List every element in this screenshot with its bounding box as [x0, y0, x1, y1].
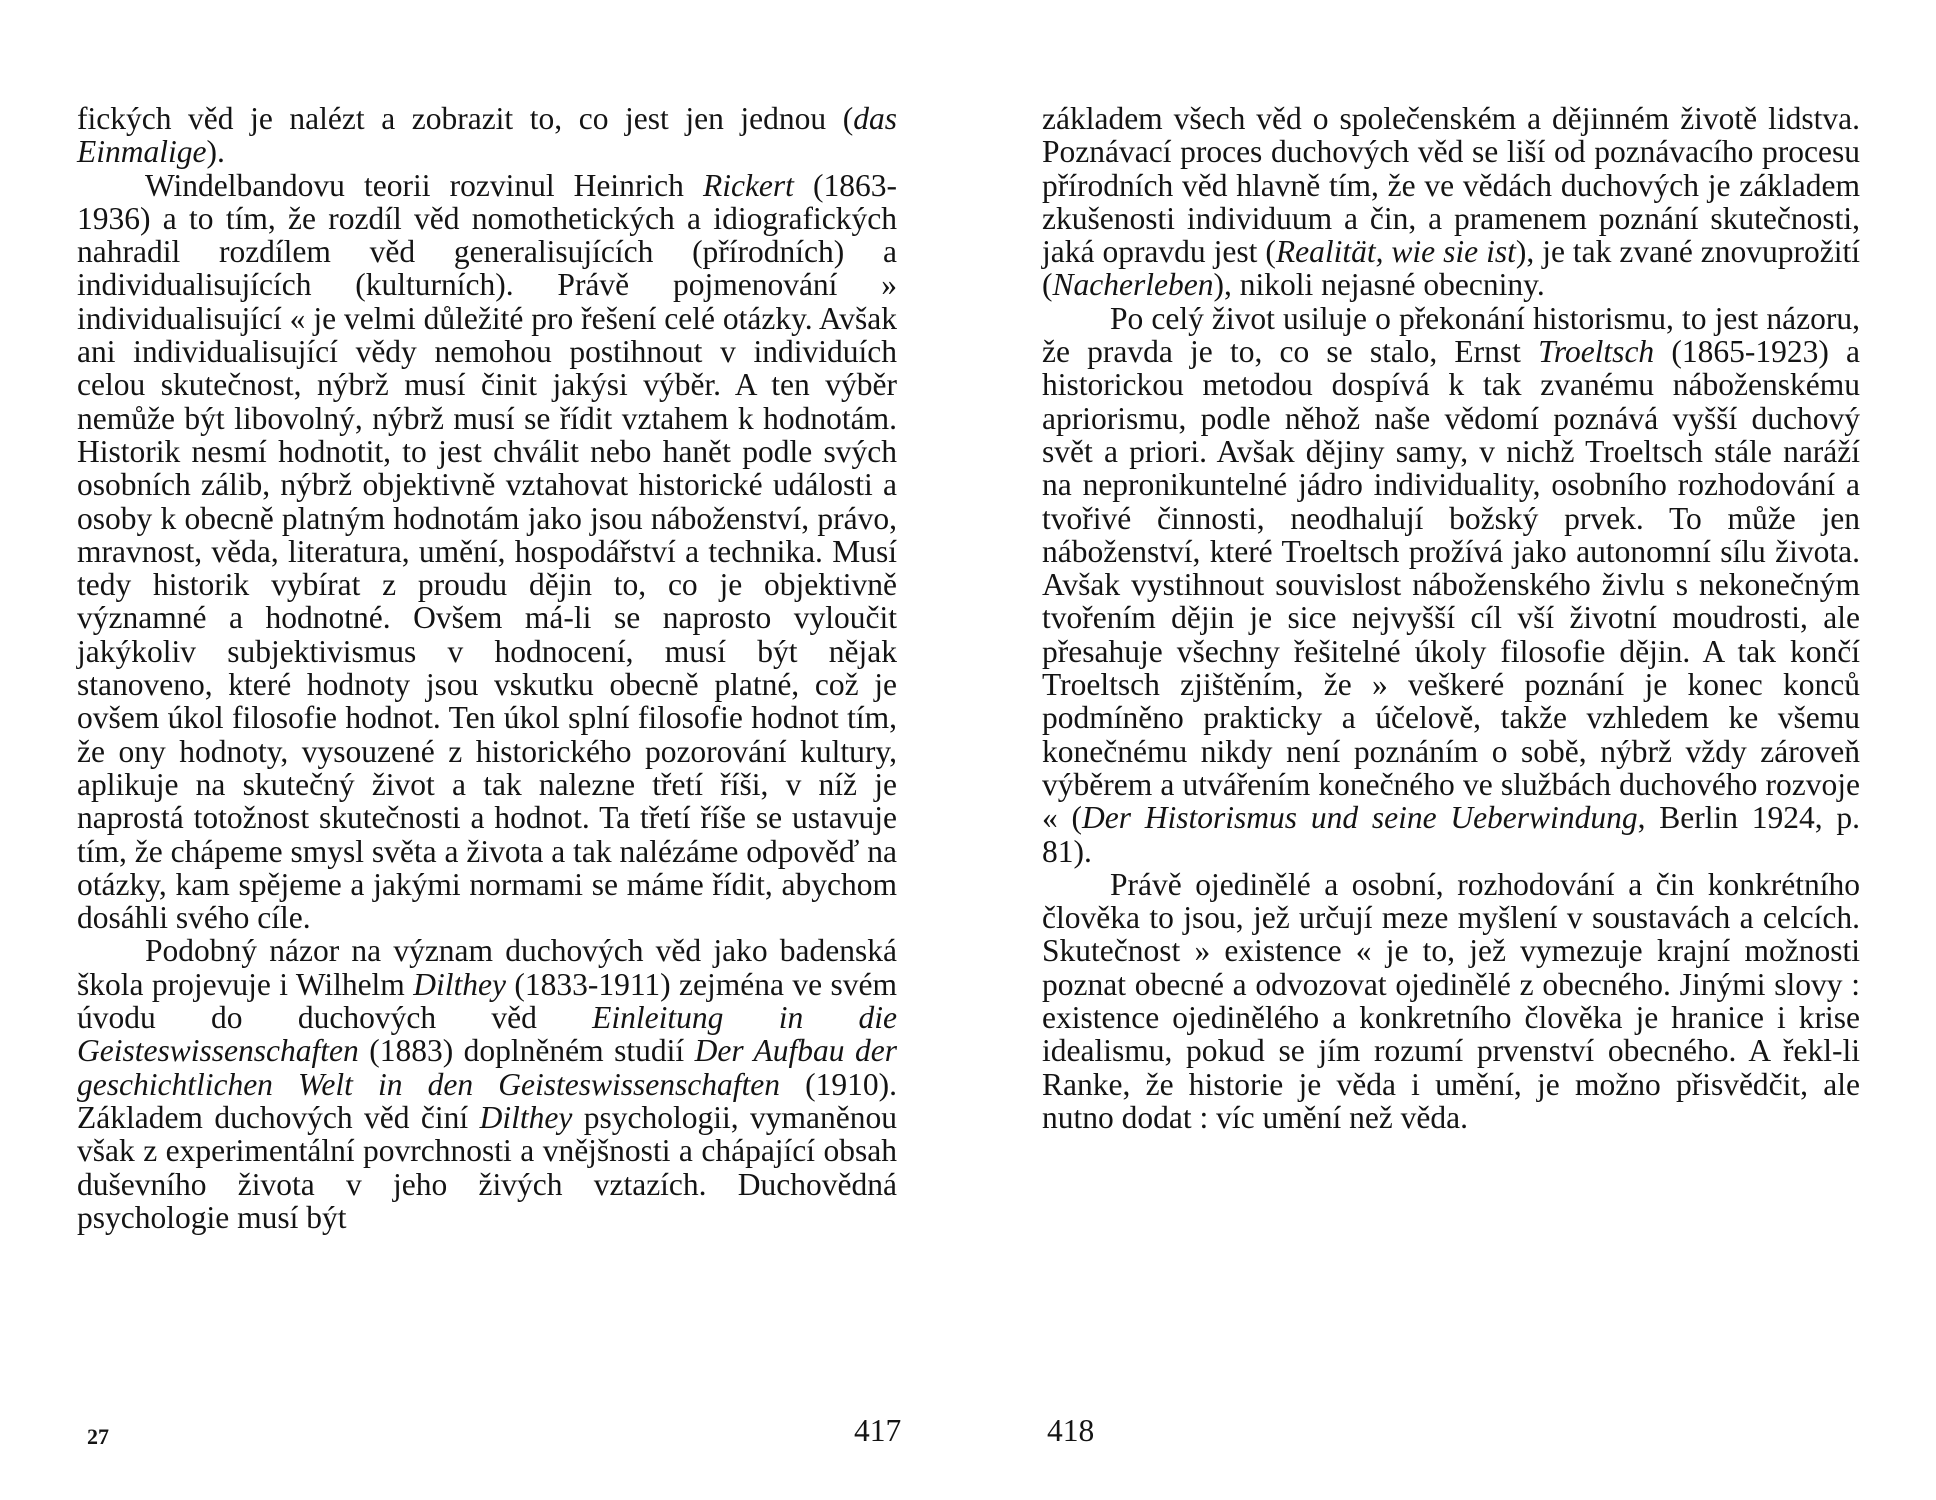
left-paragraph-2: Windelbandovu teorii rozvinul Heinrich Rickert (1863-1936) a to tím, že rozdíl věd nomothetických a idiografických nahradil rozdílem věd generalisujících (přírodních) a individualisujících (kulturních). Právě pojmenování » individualisující « je velmi důležité pro řešení celé otázky. Avšak ani individualisující vědy nemohou postihnout v individuích celou skutečnost, nýbrž musí činit jakýsi výběr. A ten výběr nemůže být libovolný, nýbrž musí se řídit vztahem k hodnotám. Historik nesmí hodnotit, to jest chválit nebo hanět podle svých osobních zálib, nýbrž objektivně vztahovat historické události a osoby k obecně platným hodnotám jako jsou náboženství, právo, mravnost, věda, literatura, umění, hospodářství a technika. Musí tedy historik vybírat z proudu dějin to, co je objektivně významné a hodnotné. Ovšem má-li se naprosto vyloučit jakýkoliv subjektivismus v hodnocení, musí být nějak stanoveno, které hodnoty jsou vskutku obecně platné, což je ovšem úkol filosofie hodnot. Ten úkol splní filosofie hodnot tím, že ony hodnoty, vysouzené z historického pozorování kultury, aplikuje na skutečný život a tak nalezne třetí říši, v níž je naprostá totožnost skutečnosti a hodnot. Ta třetí říše se ustavuje tím, že chápeme smysl světa a života a tak nalézáme odpověď na otázky, kam spějeme a jakými normami se máme řídit, abychom dosáhli svého cíle. — [77, 167, 897, 936]
signature-mark: 27 — [87, 1424, 109, 1449]
right-page-text — [1042, 102, 1860, 1134]
left-page-number: 417 — [854, 1413, 902, 1448]
right-page-number: 418 — [1047, 1413, 1095, 1448]
right-paragraph-3: Právě ojedinělé a osobní, rozhodování a čin konkrétního člověka to jsou, jež určují meze myšlení v soustavách a celcích. Skutečnost » existence « je to, jež vymezuje krajní možnosti poznat obecné a odvozovat ojedinělé z obecného. Jinými slovy : existence ojedinělého a konkretního člověka je hranice i krise idealismu, pokud se jím rozumí prvenství obecného. A řekl-li Ranke, že historie je věda i umění, je možno přisvědčit, ale nutno dodat : víc umění než věda. — [1042, 866, 1860, 1135]
left-paragraph-3: Podobný názor na význam duchových věd jako badenská škola projevuje i Wilhelm Dilthey (1833-1911) zejména ve svém úvodu do duchových věd Einleitung in die Geisteswissenschaften (1883) doplněném studií Der Aufbau der geschichtlichen Welt in den Geisteswissenschaften (1910). Základem duchových věd činí Dilthey psychologii, vymaněnou však z experimentální povrchnosti a vnějšnosti a chápající obsah duševního života v jeho živých vztazích. Duchovědná psychologie musí být — [77, 933, 898, 1235]
right-paragraph-1: základem všech věd o společenském a dějinném životě lidstva. Poznávací proces duchových věd se liší od poznávacího procesu přírodních věd hlavně tím, že ve vědách duchových je základem zkušenosti individuum a čin, a pramenem poznání skutečnosti, jaká opravdu jest (Realität, wie sie ist), je tak zvané znovuprožití (Nacherleben), nikoli nejasné obecniny. — [1042, 101, 1861, 303]
left-paragraph-1: fických věd je nalézt a zobrazit to, co jest jen jednou (das Einmalige). — [77, 101, 897, 170]
right-paragraph-2: Po celý život usiluje o překonání historismu, to jest názoru, že pravda je to, co se stalo, Ernst Troeltsch (1865-1923) a historickou metodou dospívá k tak zvanému náboženskému apriorismu, podle něhož naše vědomí poznává vyšší duchový svět a priori. Avšak dějiny samy, v nichž Troeltsch stále naráží na nepronikuntelné jádro individuality, osobního rozhodování a tvořivé činnosti, neodhalují božský prvek. To může jen náboženství, které Troeltsch prožívá jako autonomní sílu života. Avšak vystihnout souvislost náboženského živlu s nekonečným tvořením dějin je sice nejvyšší cíl vší životní moudrosti, ale přesahuje všechny řešitelné úkoly filosofie dějin. A tak končí Troeltsch zjištěním, že » veškeré poznání je konec konců podmíněno prakticky a účelově, takže vzhledem ke všemu konečnému nikdy není poznáním o sobě, nýbrž vždy zároveň výběrem a utvářením konečného ve službách duchového rozvoje « (Der Historismus und seine Ueberwindung, Berlin 1924, p. 81). — [1042, 300, 1861, 869]
left-page-text — [77, 102, 897, 1234]
